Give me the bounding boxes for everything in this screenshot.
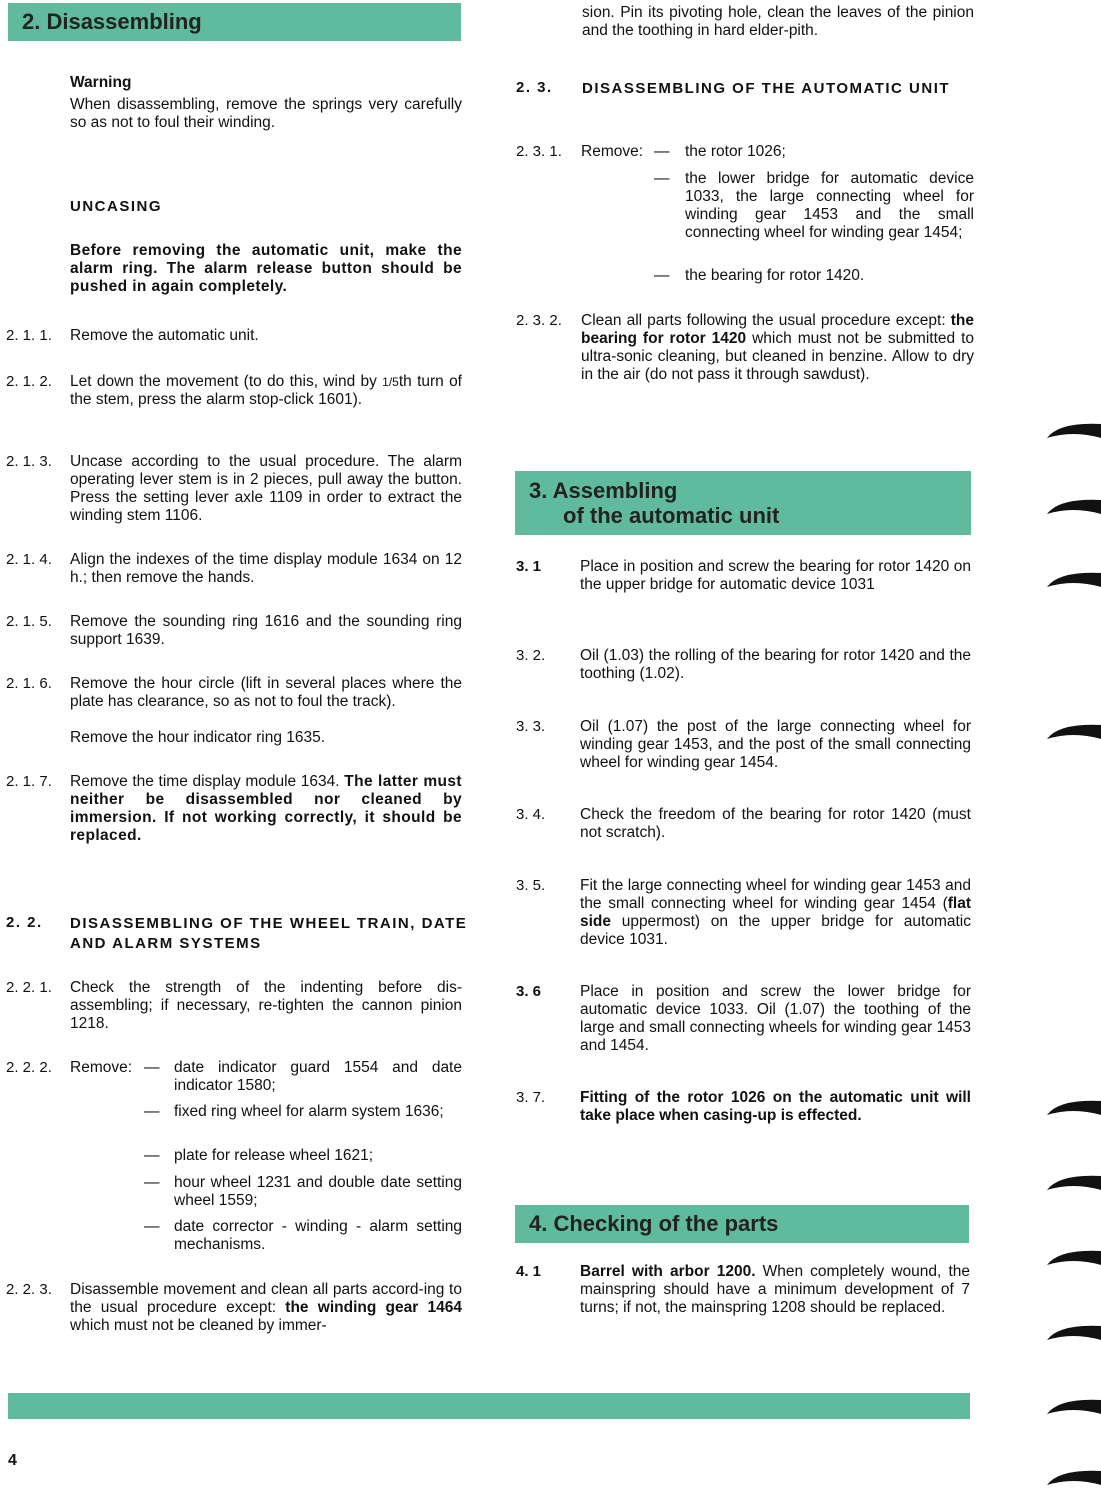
- step-text-b: which must not be submitted to ultra-sonic cleaning, but cleaned in benzine. Allow to dry in the air (do not pass it through sawdust).: [581, 330, 975, 383]
- fraction: 1/5: [382, 375, 399, 389]
- list-item: date indicator guard 1554 and date indicator 1580;: [174, 1059, 462, 1094]
- step-num: 3. 6: [516, 983, 542, 1000]
- continuation-text: sion. Pin its pivoting hole, clean the leaves of the pinion and the toothing in hard elder-pith.: [582, 4, 974, 39]
- dash-icon: —: [144, 1059, 160, 1076]
- step-num: 2. 2. 2.: [6, 1059, 52, 1076]
- step-text: Uncase according to the usual procedure. The alarm operating lever stem is in 2 pieces, pull away the button. Press the setting lever axle 1109 in order to extract the winding stem 1106.: [70, 453, 462, 524]
- step-num: 3. 1: [516, 558, 542, 575]
- section-22-title: DISASSEMBLING OF THE WHEEL TRAIN, DATE AND ALARM SYSTEMS: [70, 915, 468, 952]
- section-4-banner: [515, 1205, 969, 1243]
- binder-tab-icon: [1043, 1320, 1101, 1346]
- step-num: 3. 2.: [516, 647, 546, 664]
- section-2-title: 2. Disassembling: [22, 9, 202, 34]
- step-num: 2. 1. 2.: [6, 373, 52, 390]
- list-item: the rotor 1026;: [685, 143, 786, 160]
- step-text: [70, 1281, 462, 1335]
- step-text-plain: When completely wound, the mainspring should have a minimum development of 7 turns; if not, the mainspring 1208 should be replaced.: [580, 1263, 970, 1316]
- list-item: the bearing for rotor 1420.: [685, 267, 865, 284]
- binder-tab-icon: [1043, 494, 1101, 520]
- section-23-num: 2. 3.: [516, 79, 553, 96]
- binder-tab-icon: [1043, 567, 1101, 593]
- step-text-plain: Disassemble movement and clean all parts accord-ing to the usual procedure except:: [70, 1281, 462, 1316]
- step-text-bold: flat side: [580, 895, 971, 930]
- binder-tab-icon: [1043, 719, 1101, 745]
- dash-icon: —: [144, 1174, 160, 1191]
- binder-tab-icon: [1043, 1465, 1101, 1491]
- step-text-bold: The latter must neither be disassembled nor cleaned by immersion. If not working correctly, it should be replaced.: [70, 773, 462, 844]
- step-num: 2. 1. 1.: [6, 327, 52, 344]
- step-num: 2. 2. 3.: [6, 1281, 52, 1298]
- dash-icon: —: [144, 1218, 160, 1235]
- step-num: 2. 1. 6.: [6, 675, 52, 692]
- binder-tab-icon: [1043, 1394, 1101, 1420]
- step-text: Place in position and screw the bearing for rotor 1420 on the upper bridge for automatic device 1031: [580, 558, 971, 593]
- step-num: 2. 3. 2.: [516, 312, 562, 329]
- dash-icon: —: [654, 170, 670, 187]
- binder-tab-icon: [1043, 1095, 1101, 1121]
- step-num: 2. 1. 5.: [6, 613, 52, 630]
- step-text: [580, 877, 971, 949]
- remove-label: Remove:: [70, 1059, 133, 1076]
- page-number: 4: [8, 1452, 17, 1469]
- step-text: [70, 373, 462, 409]
- step-text-b: uppermost) on the upper bridge for automatic device 1031.: [580, 913, 971, 948]
- binder-tab-icon: [1043, 1170, 1101, 1196]
- step-text: [581, 312, 974, 384]
- step-text-b: which must not be cleaned by immer-: [70, 1317, 327, 1334]
- step-text-bold: the winding gear 1464: [285, 1299, 462, 1316]
- step-num: 3. 4.: [516, 806, 546, 823]
- step-text-bold: the bearing for rotor 1420: [581, 312, 974, 347]
- step-text: Oil (1.03) the rolling of the bearing for rotor 1420 and the toothing (1.02).: [580, 647, 971, 682]
- step-text-2: Remove the hour indicator ring 1635.: [70, 729, 326, 746]
- step-text: [580, 1089, 971, 1125]
- section-22-num: 2. 2.: [6, 914, 43, 931]
- step-text-plain: Fit the large connecting wheel for winding gear 1453 and the small connecting wheel for winding gear 1454 (: [580, 877, 971, 912]
- list-item: date corrector - winding - alarm setting mechanisms.: [174, 1218, 462, 1253]
- step-num: 2. 3. 1.: [516, 143, 562, 160]
- section-3-banner: [515, 471, 971, 535]
- section-3-title-line2: of the automatic unit: [563, 503, 780, 528]
- step-num: 3. 3.: [516, 718, 546, 735]
- dash-icon: —: [144, 1103, 160, 1120]
- step-num: 2. 1. 4.: [6, 551, 52, 568]
- section-2-banner: [8, 3, 461, 41]
- step-text: Oil (1.07) the post of the large connecting wheel for winding gear 1453, and the post of the small connecting wheel for winding gear 1454.: [580, 718, 971, 771]
- remove-label: Remove:: [581, 143, 644, 160]
- step-num: 3. 7.: [516, 1089, 546, 1106]
- list-item: plate for release wheel 1621;: [174, 1147, 374, 1164]
- step-text: Check the strength of the indenting before dis-assembling; if necessary, re-tighten the cannon pinion 1218.: [70, 979, 462, 1032]
- step-text-b: th turn of the stem, press the alarm stop-click 1601).: [70, 373, 462, 408]
- step-text: Remove the hour circle (lift in several places where the plate has clearance, so as not to foul the track).: [70, 675, 462, 710]
- step-text-bold: Barrel with arbor 1200.: [580, 1263, 756, 1280]
- step-text: [580, 1263, 970, 1317]
- dash-icon: —: [654, 267, 670, 284]
- section-4-title: 4. Checking of the parts: [529, 1211, 779, 1236]
- step-text-bold: Fitting of the rotor 1026 on the automatic unit will take place when casing-up is effected.: [580, 1089, 971, 1124]
- step-text-plain: Clean all parts following the usual procedure except:: [581, 312, 951, 329]
- section-23-title: DISASSEMBLING OF THE AUTOMATIC UNIT: [582, 80, 951, 97]
- binder-tab-icon: [1043, 1245, 1101, 1271]
- step-num: 2. 1. 7.: [6, 773, 52, 790]
- step-num: 2. 2. 1.: [6, 979, 52, 996]
- step-text-a: Let down the movement (to do this, wind by: [70, 373, 383, 390]
- warning-text: When disassembling, remove the springs very carefully so as not to foul their winding.: [70, 96, 462, 131]
- step-text-plain: Remove the time display module 1634.: [70, 773, 345, 790]
- footer-bar: [8, 1393, 970, 1419]
- step-num: 2. 1. 3.: [6, 453, 52, 470]
- list-item: hour wheel 1231 and double date setting wheel 1559;: [174, 1174, 462, 1209]
- uncasing-title: UNCASING: [70, 198, 163, 215]
- uncasing-note: Before removing the automatic unit, make the alarm ring. The alarm release button should be pushed in again completely.: [70, 242, 462, 295]
- step-text: [70, 773, 462, 845]
- step-num: 3. 5.: [516, 877, 546, 894]
- step-num: 4. 1: [516, 1263, 542, 1280]
- step-text: Align the indexes of the time display module 1634 on 12 h.; then remove the hands.: [70, 551, 462, 586]
- binder-tab-icon: [1043, 418, 1101, 444]
- step-text: Place in position and screw the lower bridge for automatic device 1033. Oil (1.07) the toothing of the large and small connecting wheels for winding gear 1453 and 1454.: [580, 983, 971, 1054]
- list-item: the lower bridge for automatic device 1033, the large connecting wheel for winding gear 1453 and the small connecting wheel for winding gear 1454;: [685, 170, 974, 241]
- dash-icon: —: [654, 143, 670, 160]
- list-item: fixed ring wheel for alarm system 1636;: [174, 1103, 444, 1120]
- step-text: Check the freedom of the bearing for rotor 1420 (must not scratch).: [580, 806, 971, 841]
- step-text: Remove the automatic unit.: [70, 327, 259, 344]
- step-text: Remove the sounding ring 1616 and the sounding ring support 1639.: [70, 613, 462, 648]
- warning-title: Warning: [70, 74, 132, 91]
- section-3-title-line1: 3. Assembling: [529, 478, 678, 503]
- dash-icon: —: [144, 1147, 160, 1164]
